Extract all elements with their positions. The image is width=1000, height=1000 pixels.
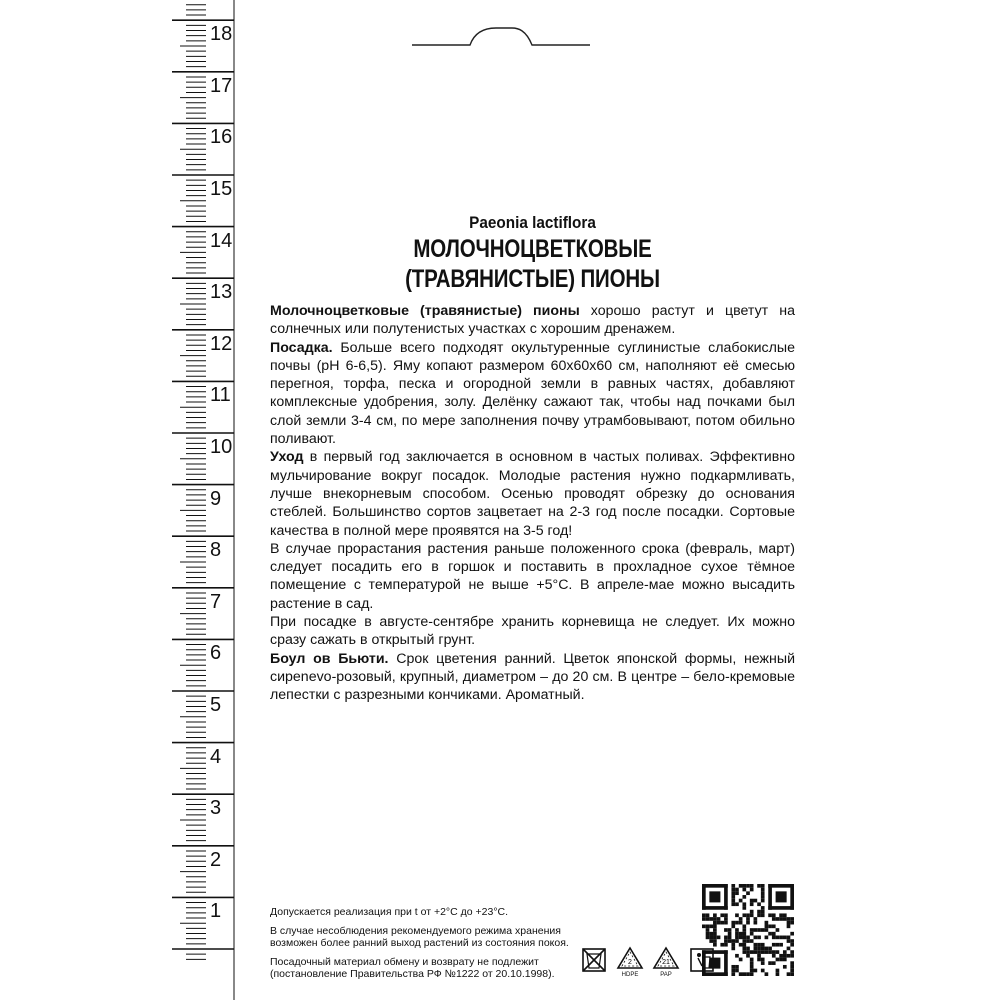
qr-module [765, 921, 769, 925]
qr-module [779, 913, 783, 917]
qr-module [787, 947, 791, 951]
qr-module [787, 954, 791, 958]
intro-paragraph [270, 302, 795, 339]
qr-module [790, 921, 794, 925]
qr-module [713, 939, 717, 943]
qr-module [761, 906, 765, 910]
qr-module [717, 936, 721, 940]
qr-module [731, 939, 735, 943]
pap-label: PAP [660, 972, 672, 978]
qr-module [754, 947, 758, 951]
qr-module [746, 972, 750, 976]
qr-module [754, 943, 758, 947]
qr-module [739, 917, 743, 921]
qr-module [746, 891, 750, 895]
qr-module [761, 888, 765, 892]
ruler-number: 12 [210, 332, 233, 355]
qr-module [735, 965, 739, 969]
qr-module [754, 921, 758, 925]
qr-module [713, 943, 717, 947]
ruler-number: 13 [210, 281, 233, 304]
qr-module [713, 921, 717, 925]
qr-module [746, 936, 750, 940]
qr-module [739, 899, 743, 903]
qr-module [757, 950, 761, 954]
qr-module [750, 972, 754, 976]
qr-module [713, 913, 717, 917]
qr-module [735, 891, 739, 895]
qr-module [706, 932, 710, 936]
qr-module [772, 943, 776, 947]
qr-module [757, 902, 761, 906]
qr-module [772, 936, 776, 940]
qr-module [728, 932, 732, 936]
hdpe-label: HDPE [621, 972, 639, 978]
planting-label: Посадка. [270, 339, 333, 356]
qr-module [750, 969, 754, 973]
qr-module [746, 954, 750, 958]
qr-module [720, 913, 724, 917]
qr-module [713, 924, 717, 928]
qr-module [790, 965, 794, 969]
qr-module [757, 947, 761, 951]
qr-module [739, 921, 743, 925]
qr-module [706, 924, 710, 928]
qr-module [746, 917, 750, 921]
qr-module [731, 921, 735, 925]
qr-finder [768, 906, 794, 910]
qr-finder [702, 884, 706, 910]
ruler-number: 6 [210, 642, 222, 665]
qr-module [739, 943, 743, 947]
qr-module [757, 954, 761, 958]
qr-module [761, 910, 765, 914]
footer-line-3: возможен более ранний выход растений из состояния покоя. [270, 937, 569, 949]
ruler-number: 8 [210, 539, 222, 562]
qr-module [731, 891, 735, 895]
qr-module [709, 932, 713, 936]
qr-module [768, 961, 772, 965]
qr-module [750, 932, 754, 936]
qr-finder [702, 950, 728, 954]
qr-module [772, 917, 776, 921]
qr-module [720, 943, 724, 947]
qr-module [742, 924, 746, 928]
qr-finder [768, 884, 794, 888]
qr-module [709, 924, 713, 928]
qr-module [706, 917, 710, 921]
qr-module [750, 913, 754, 917]
qr-module [772, 961, 776, 965]
qr-module [779, 917, 783, 921]
qr-module [761, 961, 765, 965]
qr-module [742, 906, 746, 910]
qr-code [702, 884, 794, 976]
ruler-number: 10 [210, 436, 233, 458]
qr-module [750, 965, 754, 969]
qr-module [724, 917, 728, 921]
qr-module [761, 891, 765, 895]
qr-module [735, 921, 739, 925]
qr-module [790, 969, 794, 973]
qr-module [768, 932, 772, 936]
qr-module [735, 932, 739, 936]
qr-module [724, 928, 728, 932]
qr-module [709, 917, 713, 921]
qr-module [706, 913, 710, 917]
ruler [0, 0, 250, 1000]
qr-module [761, 884, 765, 888]
footer-line-5: (постановление Правительства РФ №1222 от 20.10.1998). [270, 968, 555, 980]
qr-module [717, 921, 721, 925]
qr-module [757, 943, 761, 947]
qr-module [731, 969, 735, 973]
ruler-number: 3 [210, 797, 222, 820]
qr-module [772, 913, 776, 917]
qr-module [731, 888, 735, 892]
qr-module [746, 921, 750, 925]
footer-line-1: Допускается реализация при t от +2°С до +23°С. [270, 906, 509, 918]
sprouting-paragraph: В случае прорастания растения раньше положенного срока (февраль, март) следует посадить его в горшок и поставить в прохладное сухое тёмное помещение с температурой не выше +5°С. В апреле-мае можно высадить растение в сад. [270, 540, 795, 612]
footer-line-2: В случае несоблюдения рекомендуемого режима хранения [270, 924, 561, 937]
qr-module [757, 928, 761, 932]
qr-module [746, 947, 750, 951]
qr-finder [709, 958, 720, 969]
qr-module [702, 913, 706, 917]
intro-text: хорошо растут и цветут на солнечных или полутенистых участках с хорошим дренажем. [270, 303, 795, 338]
qr-module [713, 932, 717, 936]
qr-module [750, 899, 754, 903]
hdpe-code: 2 [628, 959, 632, 966]
variety-paragraph [270, 650, 795, 705]
qr-module [761, 947, 765, 951]
qr-module [776, 950, 780, 954]
qr-module [783, 954, 787, 958]
qr-module [757, 936, 761, 940]
qr-module [790, 954, 794, 958]
qr-module [742, 895, 746, 899]
qr-module [739, 932, 743, 936]
hang-tab-outline [0, 0, 1000, 60]
qr-module [776, 917, 780, 921]
ruler-number: 9 [210, 487, 222, 510]
qr-module [787, 939, 791, 943]
qr-module [783, 965, 787, 969]
recycle-hdpe-icon [616, 946, 644, 978]
qr-module [746, 950, 750, 954]
qr-module [724, 921, 728, 925]
qr-module [742, 913, 746, 917]
qr-module [776, 936, 780, 940]
qr-module [735, 913, 739, 917]
qr-module [761, 895, 765, 899]
storage-paragraph: При посадке в августе-сентябре хранить корневища не следует. Их можно сразу сажать в открытый грунт. [270, 614, 795, 649]
ruler-number: 14 [210, 229, 233, 252]
qr-module [783, 958, 787, 962]
qr-module [790, 972, 794, 976]
qr-module [765, 924, 769, 928]
qr-module [768, 924, 772, 928]
qr-module [742, 928, 746, 932]
qr-module [776, 943, 780, 947]
qr-module [790, 943, 794, 947]
qr-finder [709, 891, 720, 902]
qr-module [750, 910, 754, 914]
qr-module [776, 969, 780, 973]
qr-finder [724, 950, 728, 976]
qr-module [761, 943, 765, 947]
qr-module [750, 939, 754, 943]
qr-module [776, 928, 780, 932]
qr-module [731, 965, 735, 969]
qr-module [735, 902, 739, 906]
qr-module [750, 961, 754, 965]
qr-module [790, 917, 794, 921]
qr-module [787, 924, 791, 928]
qr-module [765, 928, 769, 932]
qr-module [750, 902, 754, 906]
qr-module [706, 928, 710, 932]
qr-module [735, 928, 739, 932]
qr-module [787, 917, 791, 921]
qr-module [709, 939, 713, 943]
qr-module [742, 888, 746, 892]
intro-bold: Молочноцветковые (травянистые) пионы [270, 303, 580, 319]
variety-text: Срок цветения ранний. Цветок японской формы, нежный сирenevo-розовый, крупный, диаметром – до 20 см. В центре – бело-кремовые лепестки с разрезными кончиками. Ароматный. [270, 650, 795, 704]
qr-module [779, 936, 783, 940]
ruler-number: 7 [210, 590, 222, 613]
qr-module [757, 884, 761, 888]
qr-module [761, 899, 765, 903]
qr-module [735, 954, 739, 958]
qr-module [713, 928, 717, 932]
qr-module [768, 913, 772, 917]
qr-module [765, 947, 769, 951]
qr-module [702, 917, 706, 921]
qr-module [746, 913, 750, 917]
qr-module [765, 936, 769, 940]
title-line-2: (ТРАВЯНИСТЫЕ) ПИОНЫ [405, 265, 660, 293]
qr-module [735, 939, 739, 943]
qr-module [717, 917, 721, 921]
qr-module [735, 936, 739, 940]
ruler-number: 11 [210, 384, 231, 407]
qr-module [761, 950, 765, 954]
qr-module [787, 921, 791, 925]
footer-line-4: Посадочный материал обмену и возврату не подлежит [270, 955, 539, 968]
qr-module [783, 913, 787, 917]
qr-module [742, 947, 746, 951]
qr-module [742, 939, 746, 943]
qr-finder [724, 884, 728, 910]
qr-module [754, 917, 758, 921]
qr-module [768, 947, 772, 951]
qr-module [772, 950, 776, 954]
footer-notice [270, 906, 590, 981]
qr-module [783, 936, 787, 940]
qr-module [761, 958, 765, 962]
qr-module [728, 936, 732, 940]
qr-module [731, 884, 735, 888]
qr-module [735, 969, 739, 973]
qr-module [742, 932, 746, 936]
qr-module [761, 913, 765, 917]
qr-module [779, 958, 783, 962]
qr-module [761, 969, 765, 973]
qr-module [735, 888, 739, 892]
care-label: Уход [270, 449, 304, 466]
planting-paragraph [270, 339, 795, 449]
care-instructions [270, 302, 795, 705]
qr-module [728, 928, 732, 932]
qr-module [757, 910, 761, 914]
qr-module [757, 958, 761, 962]
recycle-pap-icon [652, 946, 680, 978]
qr-module [746, 939, 750, 943]
ruler-number: 2 [210, 848, 222, 871]
ruler-number: 16 [210, 126, 233, 149]
qr-module [776, 972, 780, 976]
qr-module [739, 958, 743, 962]
care-text: в первый год заключается в основном в частых поливах. Эффективно мульчирование вокруг посадок. Молодые растения нужно подкармливать, лучше внекорневым способом. Осенью проводят обрезку до основания стеблей. Большинство сортов зацветает на 2-3 год после посадки. Сортовые качества в полной мере проявятся на 3-5 год! [270, 449, 795, 539]
ruler-number: 5 [210, 694, 222, 716]
qr-module [706, 936, 710, 940]
qr-module [702, 924, 706, 928]
qr-module [746, 884, 750, 888]
packaging-icons [580, 946, 716, 978]
qr-module [739, 936, 743, 940]
qr-module [790, 932, 794, 936]
ruler-number: 17 [210, 74, 233, 97]
product-description [270, 212, 795, 705]
pap-code: 21 [662, 959, 670, 966]
qr-module [709, 936, 713, 940]
qr-module [754, 969, 758, 973]
qr-finder [776, 891, 787, 902]
ruler-number: 4 [210, 745, 222, 768]
qr-module [779, 943, 783, 947]
qr-module [787, 936, 791, 940]
qr-module [724, 936, 728, 940]
qr-finder [768, 884, 772, 910]
qr-module [772, 932, 776, 936]
qr-module [750, 884, 754, 888]
qr-module [713, 936, 717, 940]
qr-module [772, 924, 776, 928]
qr-module [757, 913, 761, 917]
qr-module [720, 921, 724, 925]
qr-module [742, 972, 746, 976]
qr-module [754, 936, 758, 940]
qr-module [750, 950, 754, 954]
qr-finder [702, 972, 728, 976]
qr-module [724, 913, 728, 917]
qr-module [750, 888, 754, 892]
ruler-number: 18 [210, 23, 233, 46]
qr-module [754, 950, 758, 954]
qr-finder [702, 884, 728, 888]
qr-module [790, 939, 794, 943]
qr-module [731, 895, 735, 899]
qr-module [724, 939, 728, 943]
qr-module [754, 928, 758, 932]
qr-module [768, 950, 772, 954]
qr-module [713, 917, 717, 921]
qr-module [765, 950, 769, 954]
qr-module [776, 958, 780, 962]
qr-finder [702, 950, 706, 976]
ruler-number: 1 [210, 900, 222, 923]
title-line-1: МОЛОЧНОЦВЕТКОВЫЕ [413, 235, 652, 263]
qr-module [731, 972, 735, 976]
qr-module [765, 972, 769, 976]
qr-module [761, 928, 765, 932]
latin-name: Paeonia lactiflora [469, 213, 596, 232]
qr-module [742, 902, 746, 906]
qr-module [772, 954, 776, 958]
qr-module [731, 947, 735, 951]
care-paragraph [270, 448, 795, 539]
variety-name: Боул ов Бьюти. [270, 650, 389, 667]
qr-module [750, 958, 754, 962]
qr-module [742, 884, 746, 888]
qr-module [787, 972, 791, 976]
qr-module [750, 928, 754, 932]
qr-module [742, 950, 746, 954]
qr-finder [790, 884, 794, 910]
qr-module [783, 917, 787, 921]
qr-module [790, 950, 794, 954]
qr-module [739, 972, 743, 976]
qr-module [731, 899, 735, 903]
planting-text: Больше всего подходят окультуренные суглинистые слабокислые почвы (pH 6-6,5). Яму копают размером 60х60х60 см, наполняют её смесью перегноя, торфа, песка и огородной земли в равных частях, добавляют комплексные удобрения, золу. Делёнку сажают так, чтобы над почками был слой земли 3-4 см, по мере заполнения почву утрамбовывают, потом обильно поливают. [270, 339, 795, 448]
qr-module [731, 924, 735, 928]
qr-module [742, 936, 746, 940]
ruler-number: 15 [210, 178, 233, 200]
qr-module [731, 943, 735, 947]
qr-module [724, 943, 728, 947]
qr-module [783, 950, 787, 954]
qr-module [728, 939, 732, 943]
no-plastic-bin-icon [580, 946, 608, 978]
qr-module [742, 943, 746, 947]
qr-module [779, 954, 783, 958]
qr-module [731, 902, 735, 906]
qr-module [739, 884, 743, 888]
qr-module [754, 899, 758, 903]
qr-finder [702, 906, 728, 910]
qr-module [790, 961, 794, 965]
